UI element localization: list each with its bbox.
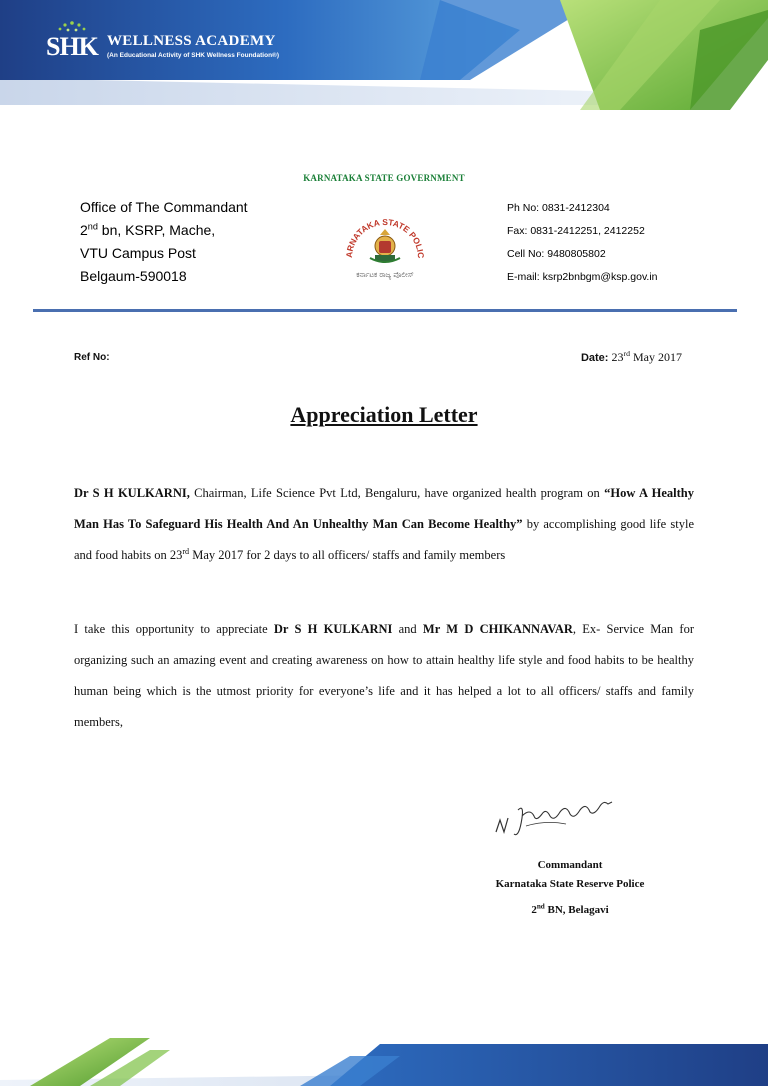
signature-icon [486,790,626,845]
ref-label: Ref No: [74,352,110,363]
p1-text-2: by accomplishing good life style and food habits on 23 [74,517,694,562]
org-name: WELLNESS ACADEMY [107,33,276,49]
date-sup: rd [623,349,630,358]
signatory-title: Commandant [537,859,603,871]
date-day: 23 [611,350,624,364]
p2-name-1: Dr S H KULKARNI [273,622,393,636]
p1-text-1: Chairman, Life Science Pvt Ltd, Bengaluru, have organized health program on [189,486,605,500]
emblem-kannada-text: ಕರ್ನಾಟಕ ರಾಜ್ಯ ಪೊಲೀಸ್ [356,271,414,279]
karnataka-police-emblem [330,208,440,288]
header-divider [33,309,737,312]
office-address [80,196,248,288]
emblem-arc-text: ARNATAKA STATE POLIC [343,216,427,259]
signatory-org: Karnataka State Reserve Police [495,878,645,890]
letter-title: Appreciation Letter [290,402,478,427]
fax-number: Fax: 0831-2412251, 2412252 [507,225,645,237]
office-line-1: Office of The Commandant [80,199,248,215]
p2-text-1: I take this opportunity to appreciate [74,622,274,636]
footer-banner [0,1030,768,1086]
office-line-4: Belgaum-590018 [80,268,187,284]
office-line-2-number: 2 [80,222,88,238]
paragraph-2 [74,614,694,738]
p2-name-2: Mr M D CHIKANNAVAR [422,622,573,636]
office-line-2-text: bn, KSRP, Mache, [97,222,216,238]
email-address: E-mail: ksrp2bnbgm@ksp.gov.in [507,271,658,283]
p2-text-2: and [392,622,423,636]
date-label: Date: [580,352,612,364]
government-title: KARNATAKA STATE GOVERNMENT [303,173,465,183]
cell-number: Cell No: 9480805802 [507,248,606,260]
unit-number: 2 [531,904,537,916]
org-tagline: (An Educational Activity of SHK Wellness Foundation®) [107,52,279,59]
unit-sup: nd [536,902,545,911]
date-value [612,350,683,364]
unit-text: BN, Belagavi [544,904,609,916]
p1-topic: “How A Healthy Man Has To Safeguard His Health And An Unhealthy Man Can Become Healthy” [74,486,695,531]
signatory-unit [460,901,680,920]
footer-graphic [0,1030,768,1086]
phone-number: Ph No: 0831-2412304 [507,202,610,214]
letter-date [581,350,682,365]
handwritten-signature [486,790,626,845]
office-line-2-sup: nd [87,221,98,232]
logo-letters: SHK [46,32,98,61]
date-rest: May 2017 [630,350,682,364]
contact-info [507,197,658,289]
p1-sup: rd [182,546,190,556]
paragraph-1 [74,478,694,571]
office-line-3: VTU Campus Post [80,245,196,261]
office-line-2 [80,219,248,242]
p2-text-3: , Ex- Service Man for organizing such an amazing event and creating awareness on how to attain healthy life style and food habits to be healthy human being which is the utmost priority for everyone’s life and it has helped a lot to all officers/ staffs and family members, [74,622,694,729]
shk-logo [46,18,102,62]
signature-block [460,856,680,920]
p1-text-3: May 2017 for 2 days to all officers/ staffs and family members [189,548,506,562]
p1-name: Dr S H KULKARNI, [74,486,190,500]
